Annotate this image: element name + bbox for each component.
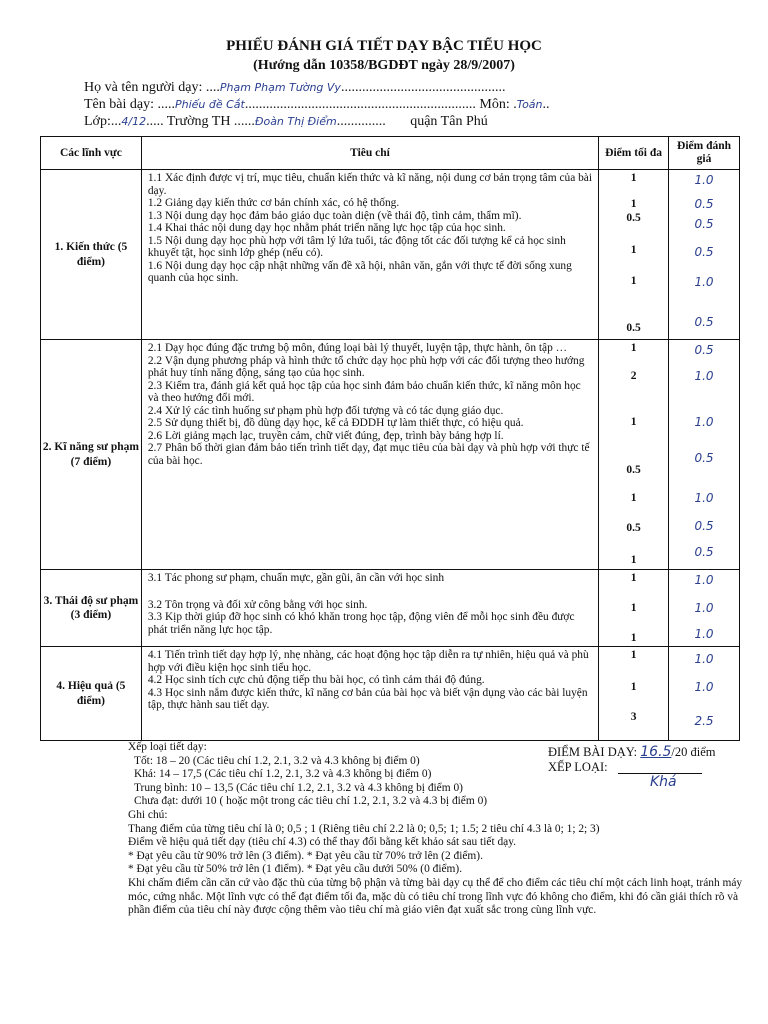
teacher-label: Họ và tên người dạy: .... xyxy=(84,80,220,95)
score-cell xyxy=(669,170,740,340)
table-header-row xyxy=(41,137,740,170)
lesson-line: Tên bài dạy: .....Phiếu đề Cắt.................................................................. Môn: .Toán.. xyxy=(84,97,550,112)
evaluation-table xyxy=(40,136,740,741)
rank-value: Khá xyxy=(650,774,677,790)
max-value: 0.5 xyxy=(626,322,641,334)
table-row xyxy=(41,647,740,741)
header-score: Điểm đánh giá xyxy=(669,137,740,170)
criterion: 1.5 Nội dung dạy học phù hợp với tâm lý lứa tuổi, tác động tốt các đối tượng kể cả học sinh khuyết tật, học sinh lớp ghép (nếu có). xyxy=(147,234,566,260)
criterion: 2.4 Xử lý các tình huống sư phạm phù hợp đối tượng và có tác dụng giáo dục. xyxy=(147,404,504,417)
score-value: 0.5 xyxy=(694,217,714,231)
header-criteria: Tiêu chí xyxy=(141,137,598,170)
area-cell: 4. Hiệu quả (5 điểm) xyxy=(41,647,142,741)
criteria-cell xyxy=(141,647,598,741)
header-max: Điểm tối đa xyxy=(599,137,669,170)
score-value: 2.5 xyxy=(694,714,714,728)
max-value: 2 xyxy=(630,370,637,382)
max-value: 1 xyxy=(630,554,637,566)
table-row xyxy=(41,340,740,570)
score-value: 1.0 xyxy=(694,369,714,383)
score-value: 1.0 xyxy=(694,173,714,187)
score-value: 1.0 xyxy=(694,415,714,429)
max-cell xyxy=(599,340,669,570)
class-value: 4/12 xyxy=(121,115,147,128)
score-cell xyxy=(669,570,740,647)
school-label: ..... Trường TH ...... xyxy=(146,114,255,129)
criterion: 4.2 Học sinh tích cực chủ động tiếp thu bài học, có tình cảm thái độ đúng. xyxy=(147,674,485,687)
district: quận Tân Phú xyxy=(410,114,488,129)
teacher-line: Họ và tên người dạy: ....Phạm Phạm Tường Vy............................................... xyxy=(84,80,506,95)
notes-heading: Xếp loại tiết dạy: xyxy=(128,741,207,753)
criterion: 2.5 Sử dụng thiết bị, đồ dùng dạy học, kể cả ĐDDH tự làm thiết thực, có hiệu quả. xyxy=(147,417,524,430)
class-line: Lớp:...4/12..... Trường TH ......Đoàn Thị Điểm.............. quận Tân Phú xyxy=(84,114,488,129)
table-row xyxy=(41,570,740,647)
criterion: 4.3 Học sinh nắm được kiến thức, kĩ năng cơ bản của bài học và biết vận dụng vào các bài luyện tập, thực hành sau tiết dạy. xyxy=(147,686,588,712)
max-value: 1 xyxy=(630,275,637,287)
subject-value: Toán xyxy=(516,98,543,111)
criterion: 1.3 Nội dung dạy học đảm bảo giáo dục toàn diện (về thái độ, tình cảm, thẩm mĩ). xyxy=(147,209,522,222)
max-value: 1 xyxy=(630,342,637,354)
max-cell xyxy=(599,170,669,340)
total-value: 16.5 xyxy=(640,744,672,760)
score-value: 0.5 xyxy=(694,451,714,465)
criterion: 3.1 Tác phong sư phạm, chuẩn mực, gần gũi, ân cần với học sinh xyxy=(147,572,445,584)
score-value: 1.0 xyxy=(694,275,714,289)
score-value: 0.5 xyxy=(694,197,714,211)
criterion: 2.2 Vận dụng phương pháp và hình thức tổ chức dạy học phù hợp với các đối tượng theo hướng phát huy tính năng động, sáng tạo của học sinh. xyxy=(147,354,585,380)
criterion: 2.3 Kiểm tra, đánh giá kết quả học tập của học sinh đảm bảo chuẩn kiến thức, kĩ năng môn học và theo hướng đổi mới. xyxy=(147,379,581,405)
lesson-label: Tên bài dạy: ..... xyxy=(84,97,175,112)
max-value: 0.5 xyxy=(626,212,641,224)
max-value: 0.5 xyxy=(626,464,641,476)
area-cell: 1. Kiến thức (5 điểm) xyxy=(41,170,142,340)
score-value: 0.5 xyxy=(694,519,714,533)
max-value: 1 xyxy=(630,244,637,256)
score-value: 1.0 xyxy=(694,652,714,666)
max-value: 1 xyxy=(630,649,637,661)
criterion: 1.6 Nội dung dạy học cập nhật những vấn đề xã hội, nhân văn, gắn với thực tế đời sống xung quanh của học sinh. xyxy=(147,259,572,285)
criterion: 1.4 Khai thác nội dung dạy học nhằm phát triển năng lực học tập của học sinh. xyxy=(147,222,506,235)
note-item: Điểm về hiệu quả tiết dạy (tiêu chí 4.3) có thể thay đổi bằng kết khảo sát sau tiết dạy. xyxy=(128,836,517,849)
score-value: 0.5 xyxy=(694,315,714,329)
rank-tb: Trung bình: 10 – 13,5 (Các tiêu chí 1.2, 2.1, 3.2 và 4.3 không bị điểm 0) xyxy=(134,781,463,794)
teacher-value: Phạm Phạm Tường Vy xyxy=(219,81,341,94)
rank-tot: Tốt: 18 – 20 (Các tiêu chí 1.2, 2.1, 3.2 và 4.3 không bị điểm 0) xyxy=(134,754,420,767)
max-cell xyxy=(599,570,669,647)
criterion: 1.1 Xác định được vị trí, mục tiêu, chuẩn kiến thức và kĩ năng, nội dung cơ bản trọng tâm của bài dạy. xyxy=(147,172,593,197)
lesson-value: Phiếu đề Cắt xyxy=(174,98,245,111)
notes-section xyxy=(128,741,748,918)
area-cell: 3. Thái độ sư phạm (3 điểm) xyxy=(41,570,142,647)
max-value: 1 xyxy=(630,172,637,184)
note-item: * Đạt yêu cầu từ 50% trở lên (1 điểm). * Đạt yêu cầu dưới 50% (0 điểm). xyxy=(128,863,463,876)
criterion: 3.3 Kịp thời giúp đỡ học sinh có khó khăn trong học tập, động viên để mỗi học sinh đều được phát triển năng lực học tập. xyxy=(147,611,575,636)
max-cell xyxy=(599,647,669,741)
score-value: 1.0 xyxy=(694,627,714,641)
score-value: 0.5 xyxy=(694,245,714,259)
score-value: 0.5 xyxy=(694,545,714,559)
max-value: 1 xyxy=(630,681,637,693)
form-subtitle: (Hướng dẫn 10358/BGDĐT ngày 28/9/2007) xyxy=(253,58,515,73)
score-cell xyxy=(669,340,740,570)
rank-chuadat: Chưa đạt: dưới 10 ( hoặc một trong các tiêu chí 1.2, 2.1, 3.2 và 4.3 bị điểm 0) xyxy=(134,795,488,808)
notes-ghichu: Ghi chú: xyxy=(128,808,168,821)
criteria-cell xyxy=(141,570,598,647)
area-cell: 2. Kĩ năng sư phạm (7 điểm) xyxy=(41,340,142,570)
table-row xyxy=(41,170,740,340)
note-item: Khi chấm điểm cần căn cứ vào đặc thù của từng bộ phận và từng bài dạy cụ thể để cho điểm các tiêu chí một cách linh hoạt, tránh máy móc, cứng nhắc. Một lĩnh vực có thể đạt điểm tối đa, mặc dù có tiêu chí trong lĩnh vực đó không cho điểm, khi đó cần giải thích rõ và phần điểm của tiêu chí này được cộng thêm vào tiêu chí mà giáo viên đạt xuất sắc trong cùng lĩnh vực. xyxy=(128,876,743,917)
max-value: 0.5 xyxy=(626,522,641,534)
score-value: 1.0 xyxy=(694,491,714,505)
score-cell xyxy=(669,647,740,741)
criterion: 2.7 Phân bố thời gian đảm bảo tiến trình tiết dạy, đạt mục tiêu của bài dạy và phù hợp với thực tế của bài học. xyxy=(147,442,590,467)
rank-label: XẾP LOẠI: xyxy=(548,760,608,774)
score-value: 1.0 xyxy=(694,573,714,587)
max-value: 1 xyxy=(630,492,637,504)
max-value: 1 xyxy=(630,632,637,644)
criterion: 3.2 Tôn trọng và đối xử công bằng với học sinh. xyxy=(147,598,368,611)
note-item: Thang điểm của từng tiêu chí là 0; 0,5 ; 1 (Riêng tiêu chí 2.2 là 0; 0,5; 1; 1.5; 2 tiêu chí 4.3 là 0; 1; 2; 3) xyxy=(128,822,600,835)
form-title: PHIẾU ĐÁNH GIÁ TIẾT DẠY BẬC TIỂU HỌC xyxy=(226,38,542,54)
max-value: 1 xyxy=(630,572,637,584)
total-suffix: /20 điểm xyxy=(671,745,716,759)
subject-label: Môn: . xyxy=(479,97,517,112)
rank-kha: Khá: 14 – 17,5 (Các tiêu chí 1.2, 2.1, 3.2 và 4.3 không bị điểm 0) xyxy=(134,768,432,781)
class-label: Lớp:... xyxy=(84,114,122,129)
school-value: Đoàn Thị Điểm xyxy=(254,115,337,128)
score-value: 1.0 xyxy=(694,680,714,694)
note-item: * Đạt yêu cầu từ 90% trở lên (3 điểm). * Đạt yêu cầu từ 70% trở lên (2 điểm). xyxy=(128,849,483,862)
criteria-cell xyxy=(141,170,598,340)
max-value: 1 xyxy=(630,198,637,210)
max-value: 1 xyxy=(630,416,637,428)
header-area: Các lĩnh vực xyxy=(41,137,142,170)
score-value: 0.5 xyxy=(694,343,714,357)
criterion: 2.1 Dạy học đúng đặc trưng bộ môn, đúng loại bài lý thuyết, luyện tập, thực hành, ôn tập … xyxy=(147,342,568,354)
score-value: 1.0 xyxy=(694,601,714,615)
max-value: 3 xyxy=(630,711,637,723)
criterion: 1.2 Giảng dạy kiến thức cơ bản chính xác, có hệ thống. xyxy=(147,197,400,210)
max-value: 1 xyxy=(630,602,637,614)
criterion: 2.6 Lời giảng mạch lạc, truyền cảm, chữ viết đúng, đẹp, trình bày bảng hợp lí. xyxy=(147,429,504,442)
criterion: 4.1 Tiến trình tiết dạy hợp lý, nhẹ nhàng, các hoạt động học tập diễn ra tự nhiên, hiệu quả và phù hợp với điều kiện học sinh tiểu học. xyxy=(147,649,589,674)
total-label: ĐIỂM BÀI DẠY: xyxy=(548,745,638,759)
criteria-cell xyxy=(141,340,598,570)
